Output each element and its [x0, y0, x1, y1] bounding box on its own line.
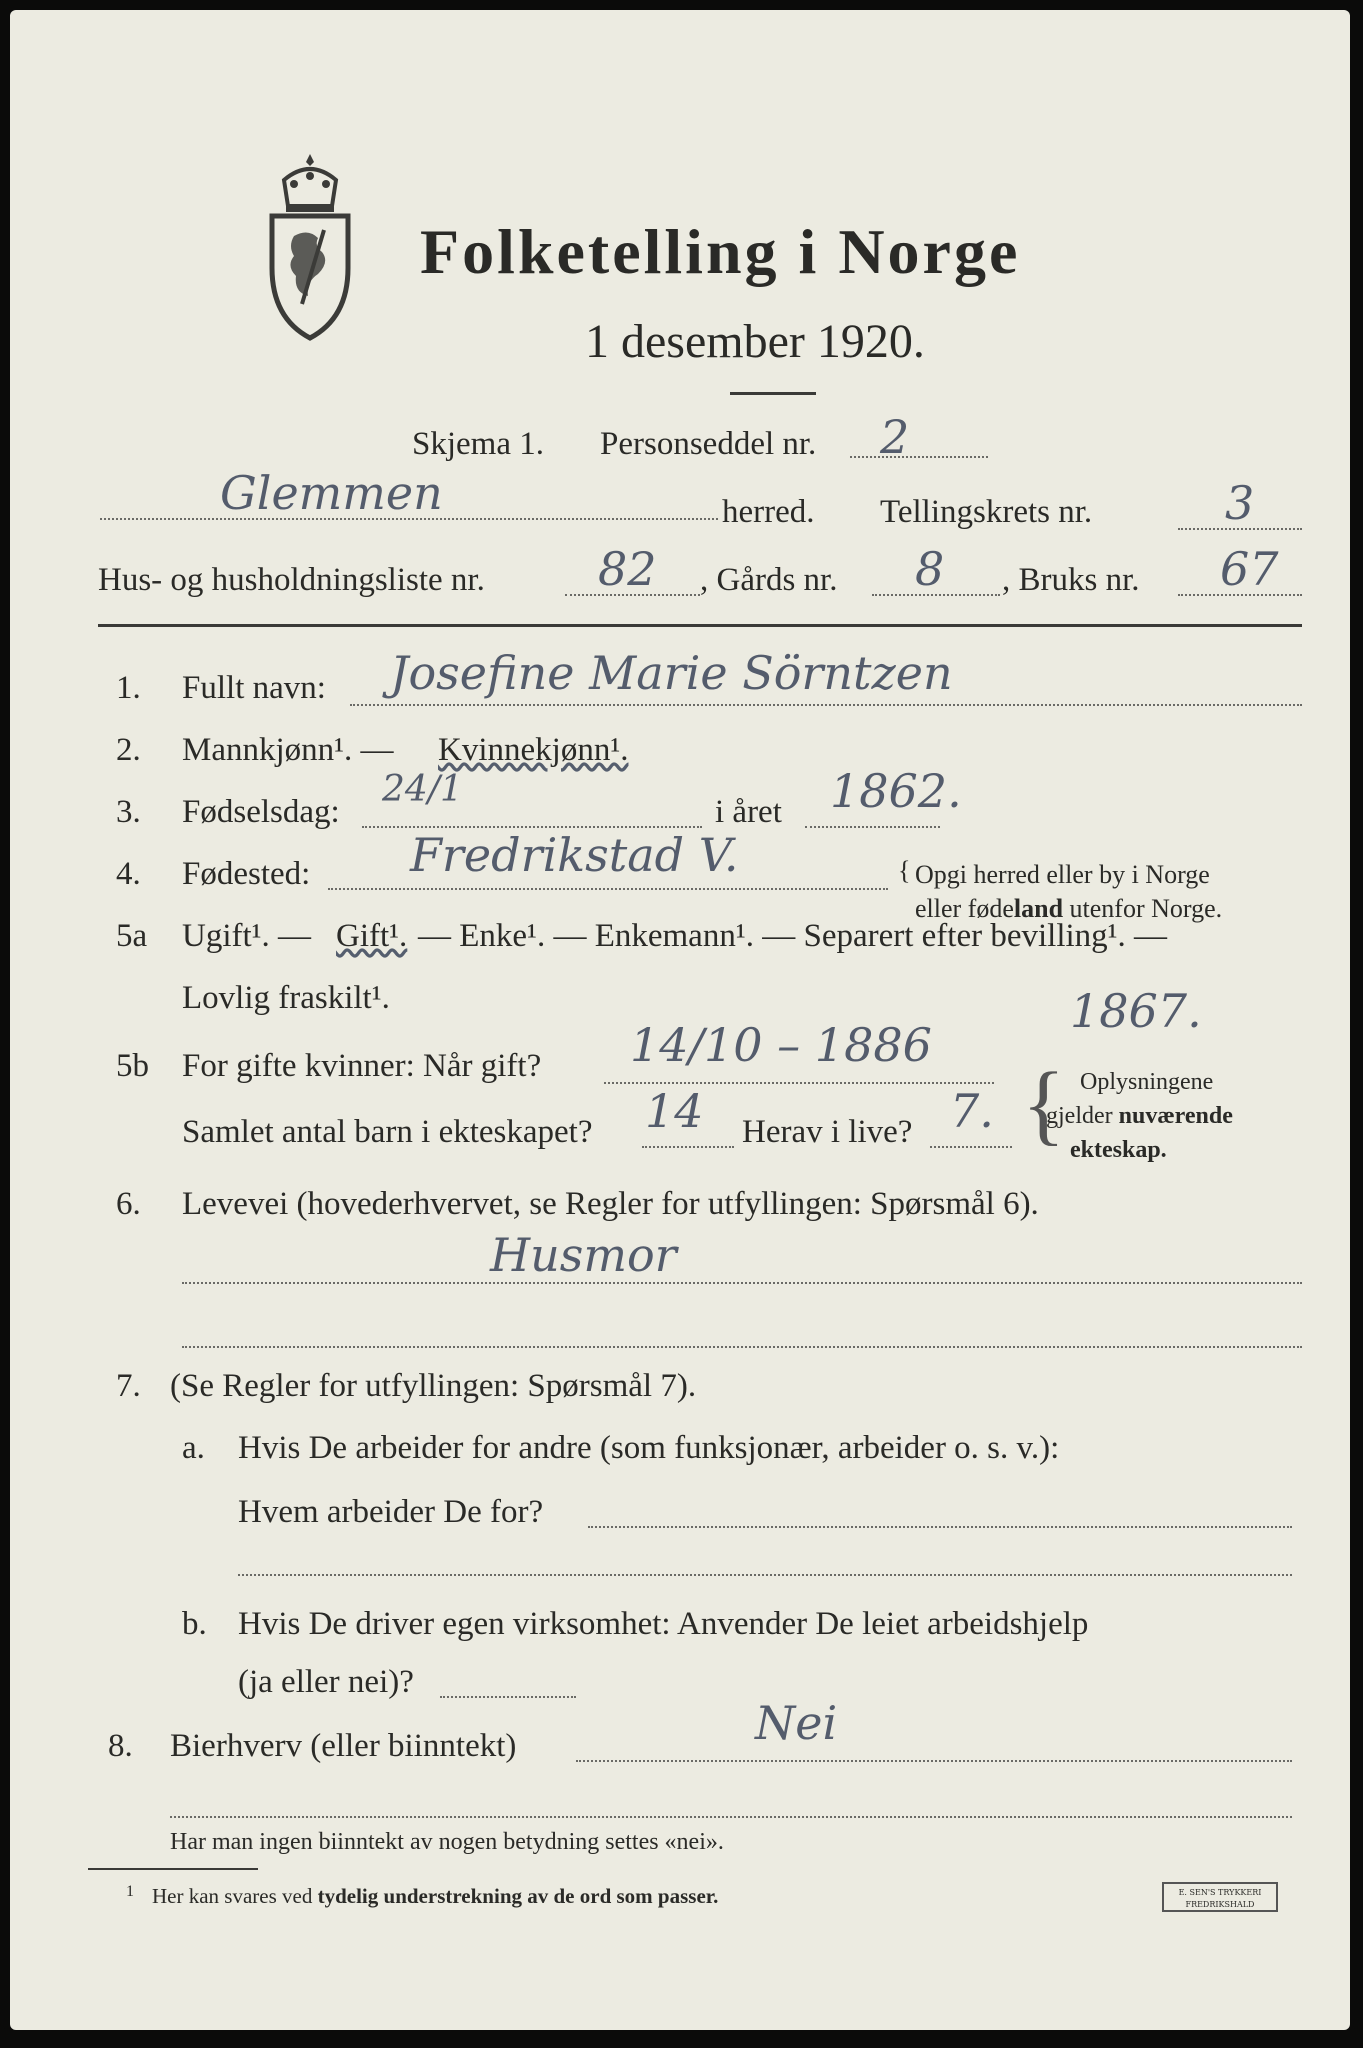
q4-note-line2: eller fødeland utenfor Norge.: [915, 894, 1223, 923]
q6-number: 6.: [116, 1186, 141, 1222]
q4-label: Fødested:: [182, 856, 311, 892]
bruks-value: 67: [1220, 542, 1279, 596]
brace-right: {: [1022, 1055, 1066, 1154]
marital-options[interactable]: — Enke¹. — Enkemann¹. — Separert efter bevilling¹. —: [418, 918, 1168, 954]
male-option[interactable]: Mannkjønn¹. —: [182, 732, 394, 768]
birth-year-value: 1862.: [830, 764, 962, 818]
q5b-label: For gifte kvinner: Når gift?: [182, 1048, 542, 1084]
q5b-note-line1: Oplysningene: [1080, 1069, 1214, 1095]
q6-label: Levevei (hovederhvervet, se Regler for utfyllingen: Spørsmål 6).: [182, 1186, 1039, 1222]
q4-note-line1: Opgi herred eller by i Norge: [915, 860, 1210, 889]
hired-help-field[interactable]: [440, 1696, 576, 1698]
q7a-line2: Hvem arbeider De for?: [238, 1494, 544, 1530]
brace-left: {: [898, 856, 911, 885]
children-value: 14: [645, 1084, 704, 1138]
alive-value: 7.: [950, 1084, 994, 1138]
occupation-field-line1[interactable]: [182, 1282, 1302, 1284]
q5b-number: 5b: [116, 1048, 149, 1084]
full-name-value: Josefine Marie Sörntzen: [390, 646, 953, 700]
unmarried-option[interactable]: Ugift¹. —: [182, 918, 312, 954]
q7b-line2: (ja eller nei)?: [238, 1664, 414, 1700]
tellingskrets-value: 3: [1225, 476, 1255, 530]
q5b-note-line3: ekteskap.: [1070, 1137, 1167, 1163]
census-form-sheet: [10, 10, 1350, 2030]
female-option[interactable]: Kvinnekjønn¹.: [438, 732, 629, 768]
marriage-date-value: 14/10 – 1886: [630, 1018, 932, 1072]
q5a-number: 5a: [116, 918, 148, 954]
footnote-text: Her kan svares ved tydelig understrekning av de ord som passer.: [152, 1884, 719, 1908]
marriage-year-note: 1867.: [1070, 984, 1202, 1038]
q2-number: 2.: [116, 732, 141, 768]
q7a-line1: Hvis De arbeider for andre (som funksjonær, arbeider o. s. v.):: [238, 1430, 1060, 1466]
employer-field-line2[interactable]: [238, 1574, 1292, 1576]
personseddel-field[interactable]: [850, 456, 988, 458]
employer-field[interactable]: [588, 1526, 1292, 1528]
gards-label: , Gårds nr.: [700, 562, 838, 598]
q8-number: 8.: [108, 1728, 133, 1764]
herred-label: herred.: [722, 494, 815, 530]
footnote-mark: 1: [126, 1883, 134, 1900]
q3-year-label: i året: [715, 794, 782, 830]
occupation-field-line2[interactable]: [182, 1346, 1302, 1348]
birthday-value: 24/1: [382, 769, 463, 810]
title-divider: [730, 392, 816, 395]
q7a-letter: a.: [182, 1430, 205, 1466]
q8-label: Bierhverv (eller biinntekt): [170, 1728, 517, 1764]
children-label: Samlet antal barn i ekteskapet?: [182, 1114, 593, 1150]
q3-number: 3.: [116, 794, 141, 830]
gards-value: 8: [915, 542, 945, 596]
tellingskrets-label: Tellingskrets nr.: [880, 494, 1093, 530]
personseddel-value: 2: [880, 410, 910, 464]
form-title: Folketelling i Norge: [420, 216, 1021, 287]
alive-label: Herav i live?: [742, 1114, 913, 1150]
footnote-rule: [88, 1868, 258, 1870]
birth-year-field[interactable]: [805, 826, 940, 828]
herred-value: Glemmen: [220, 466, 443, 520]
birthplace-value: Fredrikstad V.: [410, 828, 739, 882]
q4-number: 4.: [116, 856, 141, 892]
personseddel-label: Personseddel nr.: [600, 426, 817, 462]
married-option[interactable]: Gift¹.: [336, 918, 408, 954]
q1-number: 1.: [116, 670, 141, 706]
husholdning-value: 82: [598, 542, 657, 596]
norway-coat-of-arms-icon: [264, 150, 356, 342]
side-income-field-line2[interactable]: [170, 1816, 1292, 1818]
birthplace-field[interactable]: [328, 888, 888, 890]
q7-number: 7.: [116, 1368, 141, 1404]
q5b-note-line2: gjelder nuværende: [1046, 1103, 1233, 1129]
occupation-value: Husmor: [490, 1228, 677, 1282]
husholdning-label: Hus- og husholdningsliste nr.: [98, 562, 485, 598]
children-field[interactable]: [642, 1146, 734, 1148]
alive-field[interactable]: [930, 1146, 1012, 1148]
q7b-line1: Hvis De driver egen virksomhet: Anvender De leiet arbeidshjelp: [238, 1606, 1089, 1642]
q1-label: Fullt navn:: [182, 670, 326, 706]
q3-label: Fødselsdag:: [182, 794, 340, 830]
q7-label: (Se Regler for utfyllingen: Spørsmål 7).: [170, 1368, 697, 1404]
header-rule: [98, 624, 1302, 627]
side-income-note: Har man ingen biinntekt av nogen betydning settes «nei».: [170, 1829, 724, 1855]
full-name-field[interactable]: [350, 704, 1302, 706]
side-income-value: Nei: [755, 1696, 838, 1750]
bruks-label: , Bruks nr.: [1002, 562, 1140, 598]
census-date: 1 desember 1920.: [585, 315, 925, 368]
side-income-field[interactable]: [576, 1760, 1292, 1762]
printer-stamp: E. SEN'S TRYKKERI FREDRIKSHALD: [1162, 1882, 1278, 1912]
skjema-label: Skjema 1.: [412, 426, 544, 462]
divorced-option[interactable]: Lovlig fraskilt¹.: [182, 980, 390, 1016]
q7b-letter: b.: [182, 1606, 207, 1642]
